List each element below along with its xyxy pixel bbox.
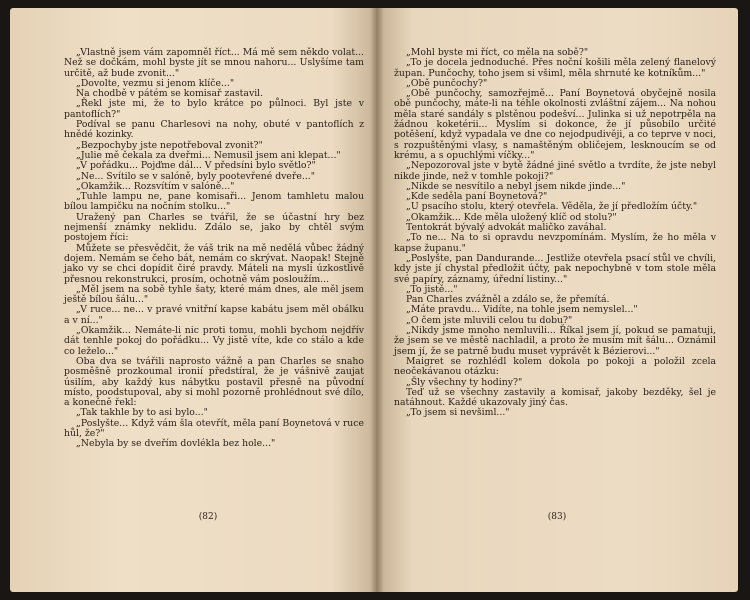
paragraph: Pan Charles zvážněl a zdálo se, že přemítá. bbox=[406, 294, 610, 306]
paragraph: Teď už se všechny zastavily a komisař, jakoby bezděky, šel je natáhnout. Každé ukazovaly jiný čas. bbox=[394, 386, 716, 409]
paragraph: Tentokrát bývalý advokát maličko zaváhal. bbox=[406, 222, 607, 234]
paragraph: „Kde seděla paní Boynetová?" bbox=[406, 191, 548, 203]
right-page-number: (83) bbox=[547, 512, 567, 522]
paragraph: „Tuhle lampu ne, pane komisaři... Jenom tamhletu malou bílou lampičku na nočním stolku..." bbox=[64, 191, 364, 213]
paragraph: „Okamžik... Nemáte-li nic proti tomu, mohli bychom nejdřív dát tenhle pokoj do pořádku... Vy jistě víte, kde co stálo a kde co leželo..." bbox=[64, 325, 364, 357]
paragraph: Podíval se panu Charlesovi na nohy, obuté v pantoflích z hnědé kozinky. bbox=[64, 119, 364, 141]
paragraph: Na chodbě v pátém se komisař zastavil. bbox=[76, 88, 264, 100]
paragraph: „To je docela jednoduché. Přes noční košili měla zelený flanelový župan. Punčochy, toho jsem si všiml, měla shrnuté ke kotníkům..." bbox=[394, 57, 716, 79]
paragraph: „Máte pravdu... Vidíte, na tohle jsem nemyslel..." bbox=[406, 304, 638, 316]
paragraph: „Řekl jste mi, že to bylo krátce po půlnoci. Byl jste v pantoflích?" bbox=[64, 98, 364, 120]
paragraph: „Šly všechny ty hodiny?" bbox=[406, 376, 523, 388]
paragraph: Uražený pan Charles se tvářil, že se účastní hry bez nejmenší známky neklidu. Zdálo se, jako by chtěl svým postojem říci: bbox=[64, 211, 364, 244]
paragraph: „Poslyšte... Když vám šla otevřít, měla paní Boynetová v ruce hůl, že?" bbox=[64, 417, 364, 439]
paragraph: „Obě punčochy?" bbox=[406, 77, 488, 89]
right-page bbox=[376, 8, 738, 592]
paragraph: „Bezpochyby jste nepotřeboval zvonit?" bbox=[76, 139, 263, 151]
paragraph: „Mohl byste mi říct, co měla na sobě?" bbox=[406, 47, 589, 58]
paragraph: „Měl jsem na sobě tyhle šaty, které mám dnes, ale měl jsem ještě bílou šálu..." bbox=[64, 283, 364, 306]
paragraph: „Nikdy jsme mnoho nemluvili... Říkal jsem jí, pokud se pamatuji, že jsem se ve městě nachladil, a proto že musím mít šálu... Oznámil jsem jí, že se patrně budu muset vyprávět k Bézierovi..." bbox=[394, 325, 716, 357]
paragraph: „Nepozoroval jste v bytě žádné jiné světlo a tvrdíte, že jste nebyl nikde jinde, než v tomhle pokoji?" bbox=[394, 160, 716, 182]
paragraph: Maigret se rozhlédl kolem dokola po pokoji a položil zcela neočekávanou otázku: bbox=[394, 355, 716, 378]
paragraph: „Julie mě čekala za dveřmi... Nemusil jsem ani klepat..." bbox=[76, 149, 341, 161]
paragraph: „U psacího stolu, který otevřela. Věděla, že jí předložím účty." bbox=[406, 201, 698, 213]
left-page-text bbox=[64, 48, 364, 450]
paragraph: „Okamžik... Rozsvítím v salóně..." bbox=[76, 180, 235, 192]
paragraph: „To jsem si nevšiml..." bbox=[406, 407, 510, 419]
book-gutter bbox=[370, 8, 384, 592]
left-page-number: (82) bbox=[198, 512, 218, 522]
open-book bbox=[10, 8, 738, 592]
paragraph: „V ruce... ne... v pravé vnitřní kapse kabátu jsem měl obálku a v ní..." bbox=[64, 304, 364, 326]
paragraph: „Ne... Svítilo se v salóně, byly pootevřené dveře..." bbox=[76, 170, 316, 182]
paragraph: Můžete se přesvědčit, že váš trik na mě nedělá vůbec žádný dojem. Nemám se čeho bát, nemám co skrývat. Naopak! Stejně jako vy se chci dopídit čiré pravdy. Máteli na mysli úzkostlivě přesnou rekonstrukci, prosím, ochotně vám posloužím... bbox=[64, 242, 364, 285]
paragraph: „Dovolte, vezmu si jenom klíče..." bbox=[76, 77, 235, 89]
paragraph: „Obě punčochy, samozřejmě... Paní Boynetová obyčejně nosila obě punčochy, máte-li na téhle okolnosti zvláštní zájem... Na nohou měla staré sandály s plstěnou podešví... Julinka si už nepotrpěla na žádnou koketérii... Myslím si dokonce, že jí působilo určité potěšení, když vypadala ve dne co nejodpudivěji, a co teprve v noci, s rozpuštěnými vlasy, s namaštěným obličejem, lesknoucím se od krému, a s opuchlými víčky..." bbox=[394, 88, 716, 161]
paragraph: „Tak takhle by to asi bylo..." bbox=[76, 407, 208, 419]
paragraph: „V pořádku... Pojďme dál... V předsíni bylo světlo?" bbox=[76, 160, 316, 172]
paragraph: „Okamžik... Kde měla uložený klíč od stolu?" bbox=[406, 211, 617, 223]
paragraph: „Nebyla by se dveřím dovlékla bez hole..." bbox=[76, 438, 276, 450]
paragraph: Oba dva se tvářili naprosto vážně a pan Charles se snaho posměšně prozkoumal ironií předstíral, že je vášnivě zaujat úsilím, aby každý kus nábytku postavil přesně na původní místo, poodstupoval, aby si mohl pozorně prohlédnout své dílo, a konečně řekl: bbox=[64, 355, 364, 409]
paragraph: „To ne... Na to si opravdu nevzpomínám. Myslím, že ho měla v kapse županu." bbox=[394, 232, 716, 254]
left-page bbox=[10, 8, 376, 592]
right-page-text bbox=[394, 48, 716, 419]
paragraph: „Vlastně jsem vám zapomněl říct... Má mě sem někdo volat... Než se dočkám, mohl byste jít se mnou nahoru... Uslyšíme tam určitě, až bude zvonit..." bbox=[64, 47, 364, 79]
paragraph: „O čem jste mluvili celou tu dobu?" bbox=[406, 314, 573, 326]
paragraph: „Poslyšte, pan Dandurande... Jestliže otevřela psací stůl ve chvíli, kdy jste jí chystal předložit účty, pak nepochybně v tom stole měla své papíry, záznamy, úřední listiny..." bbox=[394, 252, 716, 285]
paragraph: „To jistě..." bbox=[406, 283, 458, 295]
paragraph: „Nikde se nesvítilo a nebyl jsem nikde jinde..." bbox=[406, 180, 626, 192]
